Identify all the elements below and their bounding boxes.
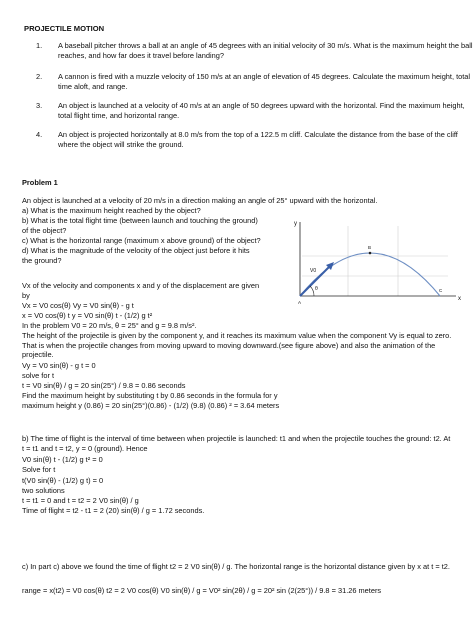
y-axis-label: y [294, 221, 297, 227]
question-number: 2. [36, 72, 43, 81]
point-a-label: A [298, 300, 302, 305]
problem-title: Problem 1 [22, 178, 58, 187]
b-line: t = t1 = 0 and t = t2 = 2 V0 sin(θ) / g [22, 496, 139, 505]
question-number: 4. [36, 130, 43, 139]
part-line: d) What is the magnitude of the velocity of the object just before it hits [22, 246, 250, 255]
b-line: Time of flight = t2 - t1 = 2 (20) sin(θ) / g = 1.72 seconds. [22, 506, 205, 515]
b-line: t(V0 sin(θ) - (1/2) g t) = 0 [22, 476, 104, 485]
part-line: a) What is the maximum height reached by the object? [22, 206, 201, 215]
part-line: c) What is the horizontal range (maximum x above ground) of the object? [22, 236, 261, 245]
grid-lines [302, 226, 448, 296]
x-axis-label: x [458, 296, 461, 302]
question-text: An object is projected horizontally at 8.0 m/s from the top of a 122.5 m cliff. Calculate the distance from the base of the cliff where the object will strike the ground. [58, 130, 458, 149]
c-line: range = x(t2) = V0 cos(θ) t2 = 2 V0 cos(θ) V0 sin(θ) / g = V0² sin(2θ) / g = 20² sin (2(25°)) / 9.8 = 31.26 meters [22, 586, 382, 595]
a-line: Find the maximum height by substituting t by 0.86 seconds in the formula for y [22, 391, 278, 400]
projectile-figure [288, 216, 464, 308]
a-line: maximum height y (0.86) = 20 sin(25°)(0.86) - (1/2) (9.8) (0.86) ² = 3.64 meters [22, 401, 280, 410]
velocity-label: V0 [310, 268, 317, 274]
equation-values: In the problem V0 = 20 m/s, θ = 25° and g = 9.8 m/s². [22, 321, 197, 330]
angle-arc [310, 286, 314, 296]
paragraph-c: c) In part c) above we found the time of flight t2 = 2 V0 sin(θ) / g. The horizontal range is the horizontal distance given by x at t = t2. [22, 562, 450, 571]
paragraph-a: The height of the projectile is given by the component y, and it reaches its maximum value when the component Vy is equal to zero. That is when the projectile changes from moving upward to moving downward.(see figure above) and also the animation of the projectile. [22, 331, 452, 360]
point-c-label: C [439, 288, 443, 293]
a-line: t = V0 sin(θ) / g = 20 sin(25°) / 9.8 = 0.86 seconds [22, 381, 186, 390]
question-text: A cannon is fired with a muzzle velocity of 150 m/s at an angle of elevation of 45 degrees. Calculate the maximum height, total time aloft, and range. [58, 72, 471, 91]
components-intro: by [22, 291, 30, 300]
equation-velocity: Vx = V0 cos(θ) Vy = V0 sin(θ) - g t [22, 301, 134, 310]
problem-intro: An object is launched at a velocity of 20 m/s in a direction making an angle of 25° upward with the horizontal. [22, 196, 378, 205]
a-line: solve for t [22, 371, 55, 380]
question-text: An object is launched at a velocity of 40 m/s at an angle of 50 degrees upward with the horizontal. Find the maximum height, total flight time, and horizontal range. [58, 101, 465, 120]
components-intro: Vx of the velocity and components x and y of the displacement are given [22, 281, 260, 290]
a-line: Vy = V0 sin(θ) - g t = 0 [22, 361, 96, 370]
b-line: two solutions [22, 486, 65, 495]
b-line: Solve for t [22, 465, 56, 474]
point-b-marker [369, 252, 372, 255]
page-title: PROJECTILE MOTION [24, 24, 105, 33]
theta-label: θ [315, 286, 318, 292]
question-number: 3. [36, 101, 43, 110]
b-line: V0 sin(θ) t - (1/2) g t² = 0 [22, 455, 103, 464]
question-text: A baseball pitcher throws a ball at an angle of 45 degrees with an initial velocity of 30 m/s. What is the maximum height the ball reaches, and how far does it travel before landing? [58, 41, 473, 60]
equation-displacement: x = V0 cos(θ) t y = V0 sin(θ) t - (1/2) g t² [22, 311, 153, 320]
part-line: the ground? [22, 256, 62, 265]
point-b-label: B [368, 245, 372, 250]
question-number: 1. [36, 41, 43, 50]
part-line: b) What is the total flight time (between launch and touching the ground) [22, 216, 258, 225]
part-line: of the object? [22, 226, 67, 235]
paragraph-b: b) The time of flight is the interval of time between when projectile is launched: t1 and when the projectile touches the ground: t2. At t = t1 and t = t2, y = 0 (ground). Hence [22, 434, 451, 453]
